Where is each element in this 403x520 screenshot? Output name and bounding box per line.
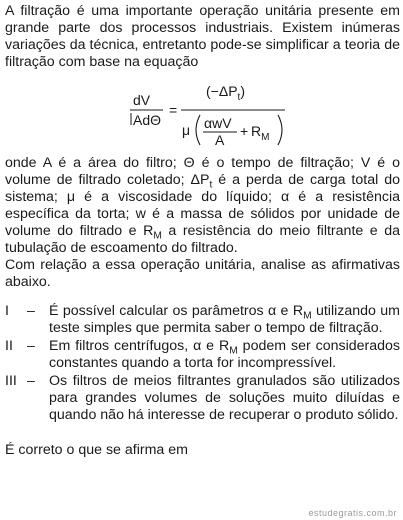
statements-list — [5, 303, 400, 424]
eq-inner-denominator: A — [215, 132, 225, 148]
statement-dash: – — [27, 338, 35, 354]
statement-item — [5, 303, 400, 337]
statement-number: I — [5, 303, 9, 319]
eq-equals-sign: = — [169, 102, 178, 118]
statement-text: Em filtros centrífugos, α e $R_M$ podem ser considerados constantes quando a torta for incompressível. — [49, 338, 400, 371]
statement-text: É possível calcular os parâmetros α e $R_M$ utilizando um teste simples que permita saber o tempo de filtração. — [49, 303, 400, 336]
definitions-paragraph: onde A é a área do filtro; Θ é o tempo de filtração; V é o volume de filtrado coletado; $\Delta P_t$ é a perda de carga total do sistema; μ é a viscosidade do líquido; α é a resistência específica da torta; w é a massa de sólidos por unidade de volume do filtrado e $R_M$ a resistência do meio filtrante e da tubulação de escoamento do filtrado. — [5, 155, 401, 256]
question-document — [5, 3, 400, 459]
equation-graphic — [127, 77, 297, 151]
statement-dash: – — [27, 373, 35, 389]
intro-paragraph: A filtração é uma importante operação unitária presente em grande parte dos processos industriais. Existem inúmeras variações da técnica, entretanto pode-se simplificar a teoria de filtração com base na equação — [5, 3, 400, 70]
filtration-equation — [5, 77, 400, 151]
eq-rm-term: $R_M$ — [251, 123, 270, 143]
statement-item — [5, 338, 400, 372]
question-stem: É correto o que se afirma em — [5, 442, 188, 458]
eq-alpha-w-v: αwV — [204, 115, 232, 131]
prompt-paragraph: Com relação a essa operação unitária, analise as afirmativas abaixo. — [5, 257, 400, 290]
eq-right-paren — [278, 115, 282, 145]
eq-rhs-numerator: $(-\Delta P_t)$ — [206, 83, 245, 103]
eq-plus-sign: + — [240, 123, 249, 139]
site-watermark: estudegratis.com.br — [308, 508, 397, 518]
eq-lhs-numerator: dV — [133, 92, 151, 108]
eq-left-paren — [196, 115, 200, 145]
eq-mu-symbol: μ — [182, 122, 191, 138]
statement-item — [5, 373, 400, 424]
statement-text: Os filtros de meios filtrantes granulados são utilizados para grandes volumes de soluções muito diluídas e quando não há interesse de recuperar o produto sólido. — [49, 373, 400, 423]
statement-number: II — [5, 338, 13, 354]
eq-lhs-denominator: AdΘ — [133, 112, 162, 128]
statement-dash: – — [27, 303, 35, 319]
statement-number: III — [5, 373, 17, 389]
